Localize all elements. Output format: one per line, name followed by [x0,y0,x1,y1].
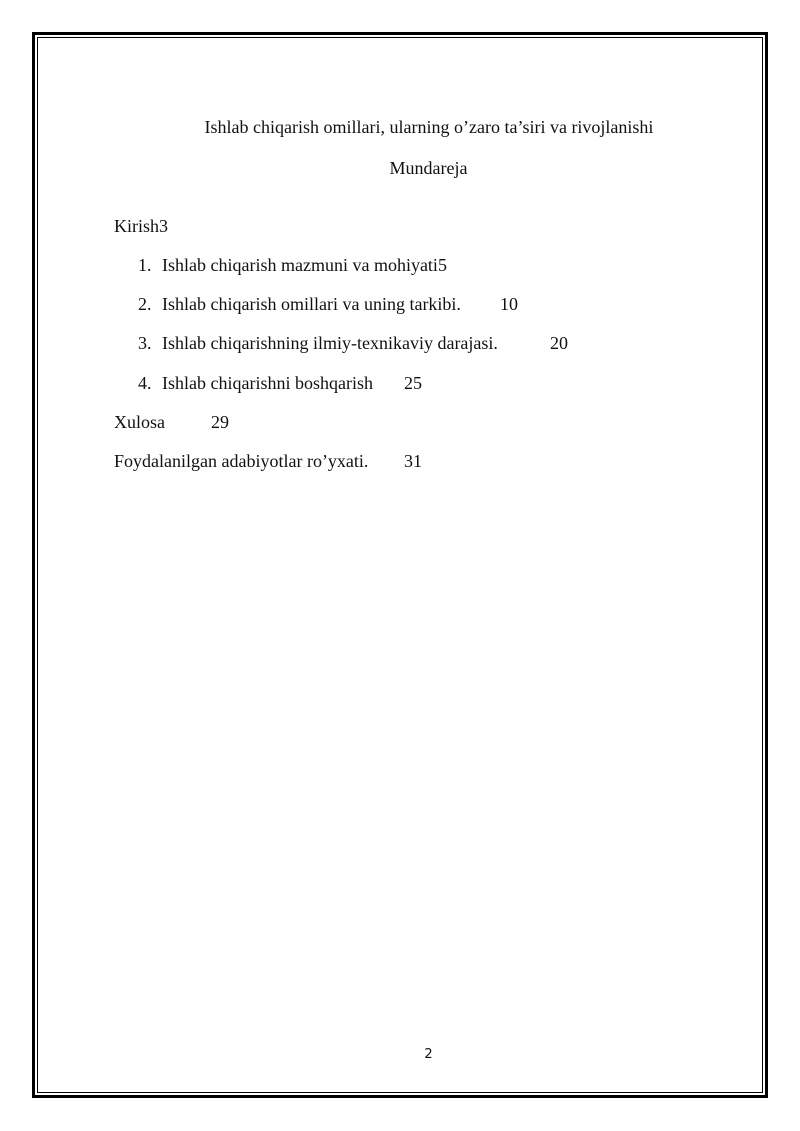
toc-entry-label: Kirish [114,216,159,236]
toc-entry-references: Foydalanilgan adabiyotlar ro’yxati. [114,451,369,471]
toc-entry-chapter-4 [138,372,373,394]
page-border-inner [37,37,763,1093]
toc-entry-page: 29 [211,412,229,432]
toc-entry-chapter-3 [138,332,498,354]
toc-entry-conclusion: Xulosa [114,412,165,432]
toc-entry-label: Ishlab chiqarish omillari va uning tarkibi. [162,294,461,314]
toc-entry-label: Ishlab chiqarish mazmuni va mohiyati [162,255,438,275]
toc-heading: Mundareja [389,158,468,178]
toc-entry-page: 20 [550,333,568,353]
toc-entry-number: 3. [138,333,152,353]
toc-entry-label: Ishlab chiqarishni boshqarish [162,373,373,393]
toc-entry-page: 3 [159,216,168,236]
toc-entry-label: Ishlab chiqarishning ilmiy-texnikaviy darajasi. [162,333,498,353]
toc-entry-number: 2. [138,294,152,314]
page-number: 2 [424,1047,433,1062]
toc-entry-number: 4. [138,373,152,393]
toc-entry-chapter-2 [138,293,461,315]
document-title: Ishlab chiqarish omillari, ularning o’zaro ta’siri va rivojlanishi [204,117,654,137]
toc-entry-chapter-1 [138,254,447,276]
toc-entry-page: 5 [437,255,447,275]
toc-entry-number: 1. [138,255,152,275]
toc-entry-page: 31 [404,451,422,471]
toc-entry-page: 25 [404,373,422,393]
toc-entry-intro [114,215,168,237]
toc-entry-page: 10 [500,294,518,314]
